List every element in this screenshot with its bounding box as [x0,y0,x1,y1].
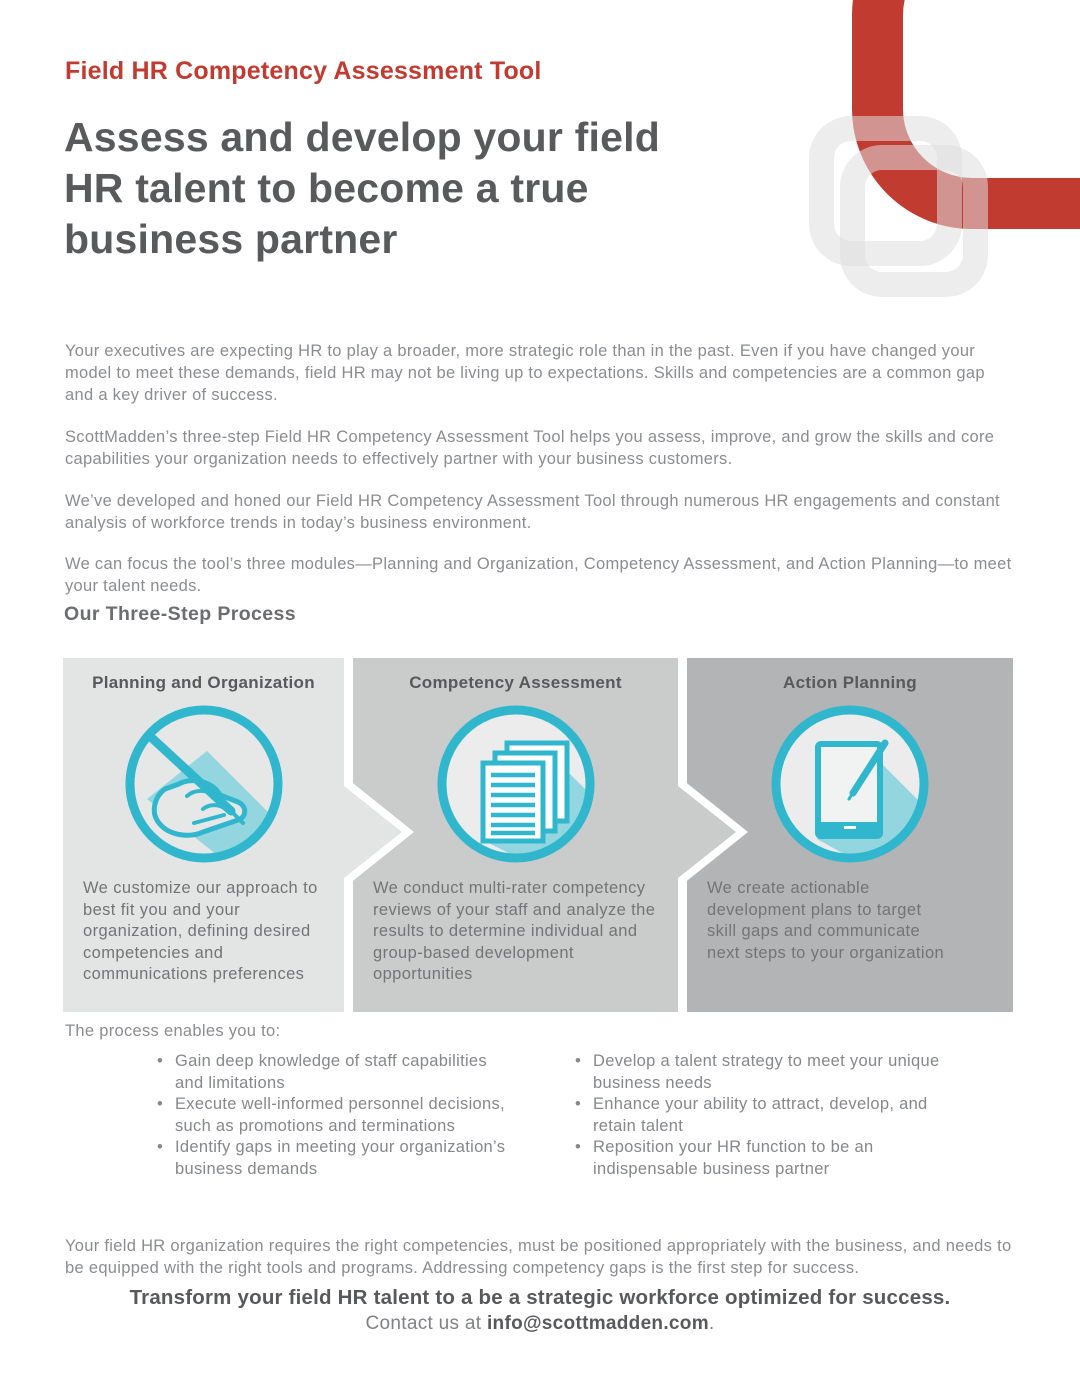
intro-paragraph: We’ve developed and honed our Field HR Competency Assessment Tool through numerous HR engagements and constant analysis of workforce trends in today’s business environment. [65,491,1000,532]
page-title-line: Assess and develop your field [64,114,660,160]
list-item: • Reposition your HR function to be an indispensable business partner [575,1137,953,1180]
documents-icon [431,699,601,869]
page-title-line: HR talent to become a true [64,165,589,211]
list-item: • Enhance your ability to attract, develop, and retain talent [575,1094,953,1137]
contact-email[interactable]: info@scottmadden.com [486,1313,709,1334]
contact-prefix: Contact us at [365,1313,487,1334]
document-kicker: Field HR Competency Assessment Tool [65,57,542,85]
step-title: Competency Assessment [409,673,622,692]
contact-suffix: . [708,1313,715,1334]
list-item: • Gain deep knowledge of staff capabilities and limitations [157,1051,519,1094]
step-title: Action Planning [783,673,917,692]
list-item: • Execute well-informed personnel decisions, such as promotions and terminations [157,1094,519,1137]
benefits-list-right [575,1051,953,1180]
list-item: • Identify gaps in meeting your organization’s business demands [157,1137,519,1180]
gray-rounded-square-decoration [840,145,988,297]
benefits-intro: The process enables you to: [65,1022,281,1040]
writing-hand-icon [119,699,289,869]
process-step-planning [63,658,344,1012]
process-step-action-planning [687,658,1013,1012]
process-step-assessment [353,658,678,1012]
benefits-list-left [157,1051,519,1180]
process-section-heading: Our Three-Step Process [64,603,297,625]
gray-rounded-square-decoration [809,116,962,266]
intro-paragraph: We can focus the tool’s three modules—Planning and Organization, Competency Assessment, and Action Planning—to meet your talent needs. [65,554,1012,595]
red-rounded-corner-decoration [852,0,1080,229]
step-description: We create actionable development plans to target skill gaps and communicate next steps to your organization [707,879,945,962]
page-title-line: business partner [64,216,398,262]
step-description: We customize our approach to best fit you and your organization, defining desired competencies and communications preferences [83,879,318,983]
intro-paragraph: ScottMadden’s three-step Field HR Competency Assessment Tool helps you assess, improve, and grow the skills and core capabilities your organization needs to effectively partner with your business customers. [65,427,995,468]
cta-headline: Transform your field HR talent to a be a strategic workforce optimized for success. [129,1286,951,1309]
list-item: • Develop a talent strategy to meet your unique business needs [575,1051,953,1094]
step-description: We conduct multi-rater competency reviews of your staff and analyze the results to determine individual and group-based development opportunities [373,879,656,983]
intro-paragraph: Your executives are expecting HR to play a broader, more strategic role than in the past. Even if you have changed your model to meet these demands, field HR may not be living up to expectations. Skills and competencies are a common gap and a key driver of success. [65,341,985,404]
page-title [64,112,660,265]
tablet-pen-icon [765,699,935,869]
step-title: Planning and Organization [92,673,315,692]
process-strip [63,658,1013,1012]
contact-line [0,1313,1080,1335]
closing-paragraph: Your field HR organization requires the right competencies, must be positioned appropriately with the business, and needs to be equipped with the right tools and programs. Addressing competency gaps is the first step for success. [65,1236,1012,1277]
